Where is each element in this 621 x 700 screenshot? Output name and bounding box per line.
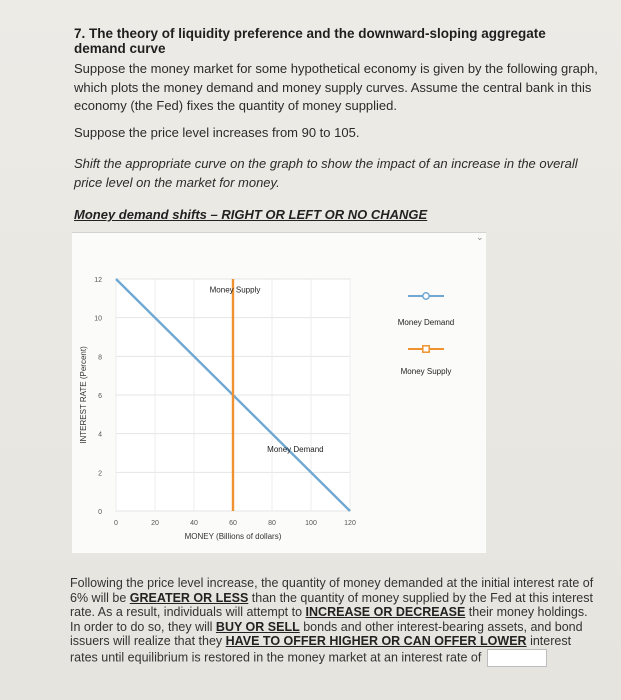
answer-greater-or-less[interactable]: GREATER OR LESS [129,590,249,605]
y-tick-label: 8 [98,354,102,362]
legend-demand-marker[interactable] [423,293,429,299]
followup-text-1: Following the price level increase, the quantity of money demanded at the initial interest rate of 6% will be [70,576,594,605]
followup-text-4: bonds and other interest-bearing assets, and bond issuers will realize that they [70,619,583,649]
x-tick-label: 0 [114,520,118,527]
x-tick-label: 80 [268,520,276,527]
x-tick-label: 20 [151,520,159,527]
y-tick-label: 0 [98,509,102,516]
question-title: 7. The theory of liquidity preference and the downward-sloping aggregate demand curve [74,26,546,56]
answer-higher-or-lower[interactable]: HAVE TO OFFER HIGHER OR CAN OFFER LOWER [225,634,527,649]
question-heading: Money demand shifts – RIGHT OR LEFT OR NO CHANGE [74,207,428,222]
supply-curve-label: Money Supply [209,285,261,295]
price-change-text: Suppose the price level increases from 90 to 105. [74,125,360,140]
y-tick-label: 12 [94,277,102,284]
legend-demand-label: Money Demand [397,318,455,327]
x-axis-label: MONEY (Billions of dollars) [184,532,282,541]
x-tick-label: 60 [229,520,237,527]
followup-text-5: interest rates until equilibrium is restored in the money market at an interest rate of [70,634,572,665]
followup-text-2: than the quantity of money supplied by the Fed at this interest rate. As a result, individuals will attempt to [70,590,593,620]
legend-supply-marker[interactable] [423,346,429,352]
interest-rate-input[interactable] [487,649,547,667]
y-tick-label: 2 [98,470,102,478]
legend-supply-label: Money Supply [400,367,452,376]
y-tick-label: 4 [98,431,102,439]
x-tick-label: 120 [344,520,356,527]
graph-panel[interactable] [72,232,486,553]
followup-text-3: their money holdings. In order to do so, they will [70,605,588,634]
answer-buy-or-sell[interactable]: BUY OR SELL [215,619,300,634]
x-tick-label: 40 [190,520,198,527]
y-tick-label: 6 [98,393,102,400]
y-axis-label: INTEREST RATE (Percent) [79,346,88,444]
y-tick-label: 10 [94,315,102,323]
followup-paragraph [70,576,600,667]
x-tick-label: 100 [305,520,317,527]
answer-increase-or-decrease[interactable]: INCREASE OR DECREASE [305,605,466,620]
chevron-down-icon[interactable]: ⌄ [476,232,484,242]
intro-paragraph: Suppose the money market for some hypothetical economy is given by the following graph, which plots the money demand and money supply curves. Assume the central bank in this economy (the Fed) fixes the quantity of money supplied. [74,61,598,113]
instruction-text: Shift the appropriate curve on the graph to show the impact of an increase in the overall price level on the market for money. [74,156,578,190]
money-market-chart[interactable] [72,233,486,553]
demand-curve-label: Money Demand [267,445,324,455]
